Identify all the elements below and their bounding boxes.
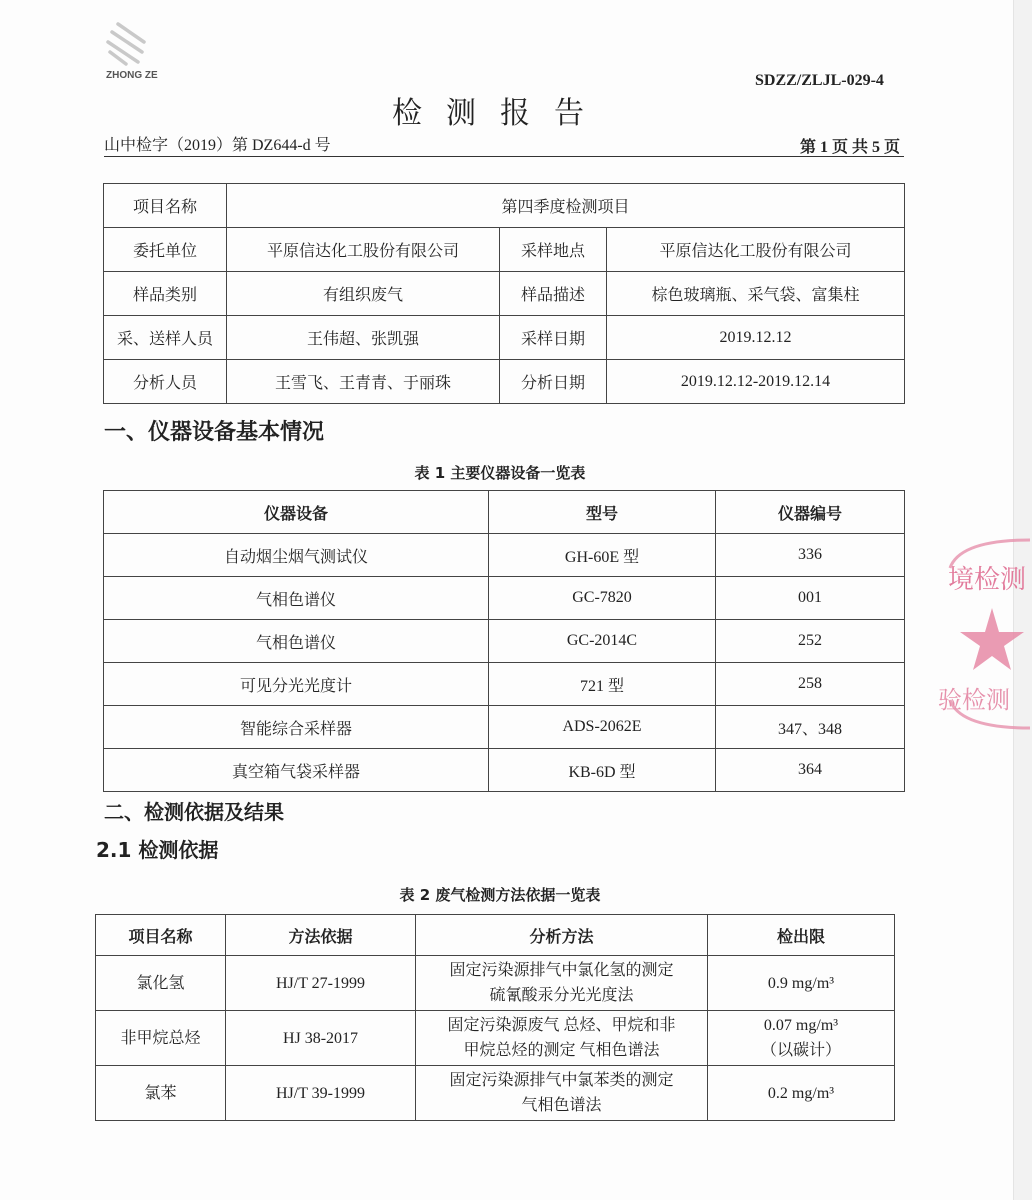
cell-label: 委托单位 <box>104 228 227 272</box>
instrument-id: 258 <box>716 663 905 706</box>
cell-label: 采、送样人员 <box>104 316 227 360</box>
instrument-name: 可见分光光度计 <box>104 663 489 706</box>
column-header: 项目名称 <box>96 915 226 956</box>
cell-label: 项目名称 <box>104 184 227 228</box>
cell-label: 样品类别 <box>104 272 227 316</box>
column-header: 检出限 <box>708 915 895 956</box>
detection-limit <box>708 956 895 1011</box>
table-row <box>104 228 905 272</box>
instrument-name: 真空箱气袋采样器 <box>104 749 489 792</box>
instrument-id: 252 <box>716 620 905 663</box>
table-row <box>104 272 905 316</box>
instrument-id: 001 <box>716 577 905 620</box>
instrument-table <box>103 490 905 792</box>
limit-line: 0.9 mg/m³ <box>767 974 835 992</box>
instrument-id: 364 <box>716 749 905 792</box>
cell-value: 2019.12.12 <box>607 316 905 360</box>
method-line: 固定污染源废气 总烃、甲烷和非 <box>447 1017 676 1034</box>
instrument-name: 气相色谱仪 <box>104 577 489 620</box>
table-2-caption: 表 2 废气检测方法依据一览表 <box>399 886 601 904</box>
item-name: 氯化氢 <box>96 956 226 1011</box>
table-row <box>104 620 905 663</box>
cell-value: 有组织废气 <box>227 272 500 316</box>
column-header: 仪器设备 <box>104 491 489 534</box>
cell-value: 第四季度检测项目 <box>227 184 905 228</box>
table-row <box>104 316 905 360</box>
table-header-row <box>104 491 905 534</box>
table-row <box>96 1011 895 1066</box>
table-row <box>104 360 905 404</box>
method-line: 固定污染源排气中氯苯类的测定 <box>449 1072 674 1089</box>
table-header-row <box>96 915 895 956</box>
cell-label: 分析人员 <box>104 360 227 404</box>
instrument-id: 336 <box>716 534 905 577</box>
instrument-name: 智能综合采样器 <box>104 706 489 749</box>
svg-text:验检测: 验检测 <box>938 686 1010 714</box>
table-row <box>104 749 905 792</box>
method-basis: HJ/T 39-1999 <box>226 1066 416 1121</box>
item-name: 氯苯 <box>96 1066 226 1121</box>
analysis-method <box>416 1066 708 1121</box>
column-header: 型号 <box>489 491 716 534</box>
logo-text: ZHONG ZE <box>106 70 158 81</box>
instrument-name: 自动烟尘烟气测试仪 <box>104 534 489 577</box>
column-header: 仪器编号 <box>716 491 905 534</box>
table-row <box>104 663 905 706</box>
method-line: 气相色谱法 <box>521 1097 602 1114</box>
cell-value: 棕色玻璃瓶、采气袋、富集柱 <box>607 272 905 316</box>
cell-value: 平原信达化工股份有限公司 <box>607 228 905 272</box>
reference-line <box>104 130 904 157</box>
analysis-method <box>416 956 708 1011</box>
instrument-model: ADS-2062E <box>489 706 716 749</box>
cell-value: 平原信达化工股份有限公司 <box>227 228 500 272</box>
method-line: 甲烷总烃的测定 气相色谱法 <box>463 1042 660 1059</box>
method-line: 固定污染源排气中氯化氢的测定 <box>449 962 674 979</box>
page-info: 第 1 页 共 5 页 <box>799 139 900 156</box>
method-line: 硫氰酸汞分光光度法 <box>489 987 634 1004</box>
report-title: 检测报告 <box>392 96 608 131</box>
seal-stamp-icon <box>930 528 1030 743</box>
document-code: SDZZ/ZLJL-029-4 <box>755 72 884 89</box>
section-1-heading: 一、仪器设备基本情况 <box>104 420 325 445</box>
report-number: 山中检字（2019）第 DZ644-d 号 <box>104 137 331 154</box>
instrument-name: 气相色谱仪 <box>104 620 489 663</box>
method-basis: HJ 38-2017 <box>226 1011 416 1066</box>
cell-value: 王伟超、张凯强 <box>227 316 500 360</box>
instrument-model: GH-60E 型 <box>489 534 716 577</box>
instrument-model: 721 型 <box>489 663 716 706</box>
table-row <box>96 956 895 1011</box>
limit-line: （以碳计） <box>760 1042 841 1059</box>
cell-value: 2019.12.12-2019.12.14 <box>607 360 905 404</box>
cell-value: 王雪飞、王青青、于丽珠 <box>227 360 500 404</box>
table-row <box>104 534 905 577</box>
project-info-table <box>103 183 905 404</box>
column-header: 分析方法 <box>416 915 708 956</box>
cell-label: 分析日期 <box>500 360 607 404</box>
table-row <box>104 706 905 749</box>
table-row <box>104 577 905 620</box>
table-row <box>96 1066 895 1121</box>
instrument-model: GC-2014C <box>489 620 716 663</box>
instrument-id: 347、348 <box>716 706 905 749</box>
cell-label: 采样日期 <box>500 316 607 360</box>
column-header: 方法依据 <box>226 915 416 956</box>
method-table <box>95 914 895 1121</box>
detection-limit <box>708 1066 895 1121</box>
instrument-model: KB-6D 型 <box>489 749 716 792</box>
cell-label: 样品描述 <box>500 272 607 316</box>
section-2-heading: 二、检测依据及结果 <box>104 800 284 824</box>
item-name: 非甲烷总烃 <box>96 1011 226 1066</box>
cell-label: 采样地点 <box>500 228 607 272</box>
zhongze-logo-icon <box>104 20 164 70</box>
svg-text:境检测: 境检测 <box>948 565 1027 595</box>
instrument-model: GC-7820 <box>489 577 716 620</box>
detection-limit <box>708 1011 895 1066</box>
limit-line: 0.07 mg/m³ <box>763 1017 839 1034</box>
table-row <box>104 184 905 228</box>
method-basis: HJ/T 27-1999 <box>226 956 416 1011</box>
table-1-caption: 表 1 主要仪器设备一览表 <box>414 464 586 482</box>
analysis-method <box>416 1011 708 1066</box>
section-2-1-heading: 2.1 检测依据 <box>96 838 219 862</box>
limit-line: 0.2 mg/m³ <box>767 1084 835 1102</box>
